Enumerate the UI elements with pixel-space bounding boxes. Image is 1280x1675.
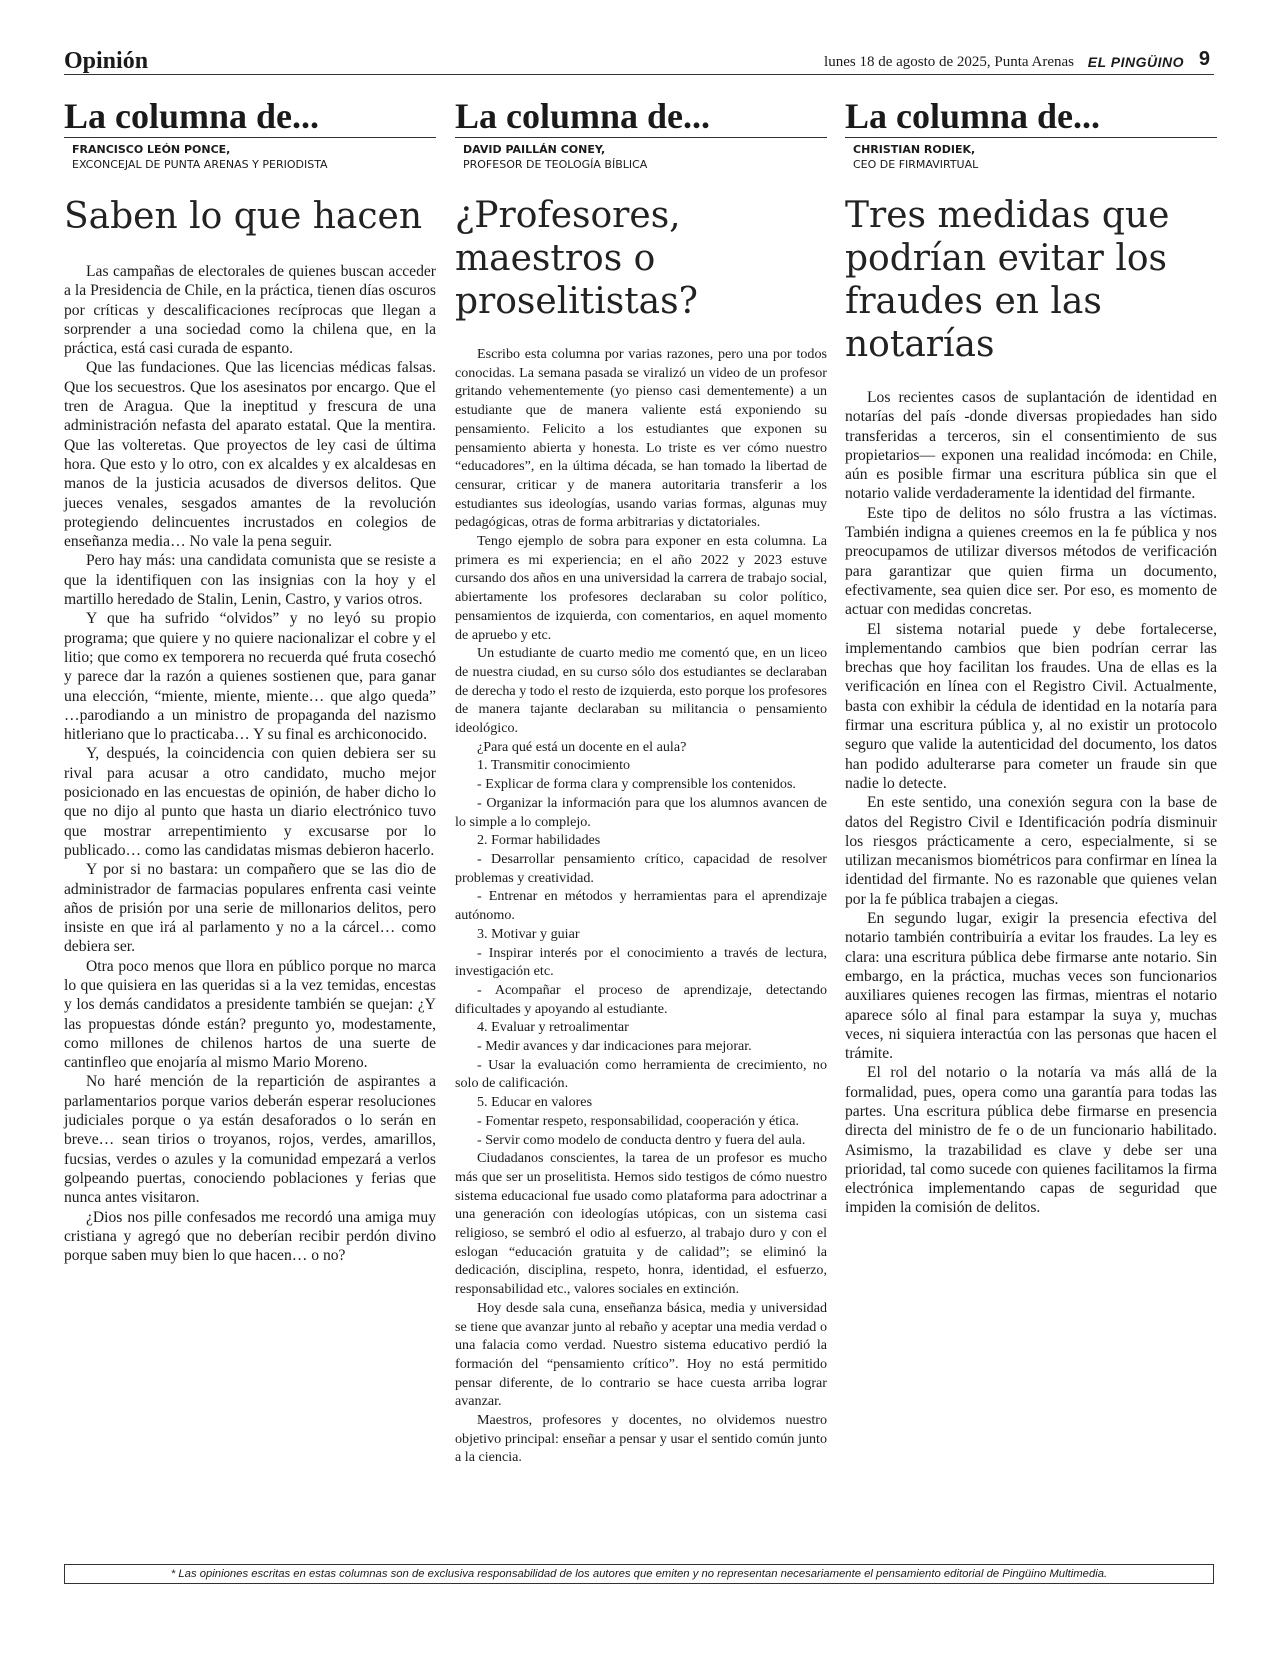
- paragraph: No haré mención de la repartición de aspirantes a parlamentarios porque varios deberán esperar resoluciones judiciales porque o ya están desaforados o lo serán en breve… sean tirios o troyanos, rojos, verdes, amarillos, fucsias, verdes o azules y la comunidad empezará a verlos golpeando puertas, conociendo poblaciones y ferias que nunca antes visitaron.: [64, 1073, 436, 1207]
- author-name: DAVID PAILLÁN CONEY,: [463, 143, 606, 156]
- dateline: lunes 18 de agosto de 2025, Punta Arenas: [824, 54, 1074, 70]
- author-role: CEO DE FIRMAVIRTUAL: [853, 158, 979, 171]
- list-item: - Servir como modelo de conducta dentro y fuera del aula.: [477, 1131, 806, 1148]
- article-body: [845, 388, 1217, 1218]
- paragraph: Hoy desde sala cuna, enseñanza básica, media y universidad se tiene que avanzar junto al rebaño y aceptar una media verdad o una falacia como verdad. Nuestro sistema educativo perdió la formación del “pensamiento crítico”. Hoy no está permitido pensar diferente, de lo contrario se hace cuesta arriba lograr avanzar.: [455, 1299, 827, 1410]
- byline: [845, 142, 1217, 172]
- paragraph: Y que ha sufrido “olvidos” y no leyó su propio programa; que quiere y no quiere nacionalizar el cobre y el litio; que como ex temporera no recuerda qué fruta cosechó y parece dar la razón a quienes sostienen que, para ganar una elección, “miente, miente, miente… que algo queda” …parodiando a un ministro de propaganda del nazismo hitleriano que lo practicaba… Y su final es archiconocido.: [64, 610, 436, 744]
- paragraph: Otra poco menos que llora en público porque no marca lo que quisiera en las queridas si a la vez temidas, encestas y los demás candidatos a presidente también se quejan: ¿Y las propuestas dónde están? pregunto yo, modestamente, como millones de chilenos hartos de una suerte de cantinfleo que enojaría al mismo Mario Moreno.: [64, 957, 436, 1072]
- list-item: - Inspirar interés por el conocimiento a través de lectura, investigación etc.: [455, 944, 827, 980]
- list-heading: 4. Evaluar y retroalimentar: [477, 1019, 629, 1036]
- page-header: [64, 48, 1214, 75]
- newspaper-logo: EL PINGÜINO: [1087, 54, 1184, 70]
- article-body: [455, 345, 827, 1467]
- author-name: FRANCISCO LEÓN PONCE,: [72, 143, 231, 156]
- list-item: - Fomentar respeto, responsabilidad, cooperación y ética.: [477, 1112, 800, 1129]
- opinion-column-2: [455, 96, 827, 1467]
- page-number: 9: [1198, 48, 1210, 70]
- section-label: Opinión: [64, 48, 149, 74]
- paragraph: Y por si no bastara: un compañero que se las dio de administrador de farmacias populares enfrenta casi veinte años de prisión por una serie de millonarios delitos, pero insiste en que irá al parlamento y no a la cárcel… como debiera ser.: [64, 861, 436, 956]
- column-kicker: La columna de...: [64, 96, 436, 138]
- list-heading: 1. Transmitir conocimiento: [477, 757, 631, 774]
- paragraph: Los recientes casos de suplantación de identidad en notarías del país -donde diversas propiedades han sido transferidas a terceros, sin el consentimiento de sus propietarios— exponen una realidad incómoda: en Chile, aún es posible firmar una escritura pública sin que el notario valide verdaderamente la identidad del firmante.: [845, 389, 1217, 503]
- list-item: - Entrenar en métodos y herramientas para el aprendizaje autónomo.: [455, 888, 827, 924]
- list-item: - Acompañar el proceso de aprendizaje, detectando dificultades y apoyando al estudiante.: [455, 981, 827, 1017]
- author-name: CHRISTIAN RODIEK,: [853, 143, 976, 156]
- disclaimer-box: * Las opiniones escritas en estas columnas son de exclusiva responsabilidad de los autores que emiten y no representan necesariamente el pensamiento editorial de Pingüino Multimedia.: [64, 1564, 1214, 1584]
- article-headline: Saben lo que hacen: [64, 196, 423, 237]
- paragraph: Este tipo de delitos no sólo frustra a las víctimas. También indigna a quienes creemos en la fe pública y nos preocupamos de utilizar diversos métodos de verificación para garantizar que quien firma un documento, efectivamente, sea quien dice ser. Por eso, es momento de actuar con medidas concretas.: [845, 504, 1217, 619]
- list-item: - Explicar de forma clara y comprensible los contenidos.: [477, 776, 796, 793]
- paragraph: Que las fundaciones. Que las licencias médicas falsas. Que los secuestros. Que los asesinatos por encargo. Que el tren de Aragua. Que la ineptitud y frescura de una administración nefasta del aparato estatal. Que la mentira. Que las volteretas. Que proyectos de ley casi de última hora. Que esto y lo otro, con ex alcaldes y ex alcaldesas en manos de la justicia acusados de diversos delitos. Que jueces venales, sesgados amantes de la revolución protegiendo delincuentes incrustados en colegios de enseñanza media… No vale la pena seguir.: [64, 359, 436, 551]
- paragraph: Escribo esta columna por varias razones, pero una por todos conocidas. La semana pasada se viralizó un video de un profesor gritando vehementemente (yo pienso casi dementemente) a un estudiante que de manera valiente está exponiendo su pensamiento. Felicito a los estudiantes que exponen su pensamiento abierta y honesta. Lo triste es ver cómo nuestro “educadores”, en la última década, se han tomado la libertad de censurar, criticar y de manera autoritaria transferir a los estudiantes sus ideologías, usando varias formas, algunas muy pedagógicas, otras de forma arbitrarias y dictatoriales.: [455, 346, 827, 531]
- paragraph: Tengo ejemplo de sobra para exponer en esta columna. La primera es mi experiencia; en el año 2022 y 2023 estuve cursando dos años en una universidad la carrera de trabajo social, abiertamente los profesores declaraban su color político, pensamientos de izquierda, con comentarios, en aquel momento de apruebo y etc.: [455, 533, 827, 643]
- author-role: EXCONCEJAL DE PUNTA ARENAS Y PERIODISTA: [72, 158, 328, 171]
- paragraph: Las campañas de electorales de quienes buscan acceder a la Presidencia de Chile, en la práctica, tienen días oscuros por críticas y descalificaciones recíprocas que llegan a sorprender a una sociedad como la chilena que, en la práctica, está casi curada de espanto.: [64, 263, 436, 358]
- list-item: - Medir avances y dar indicaciones para mejorar.: [477, 1038, 752, 1055]
- author-role: PROFESOR DE TEOLOGÍA BÍBLICA: [463, 158, 648, 171]
- byline: [455, 142, 827, 172]
- list-item: - Usar la evaluación como herramienta de crecimiento, no solo de calificación.: [455, 1056, 827, 1092]
- byline: [64, 142, 436, 172]
- opinion-column-1: [64, 96, 436, 1265]
- paragraph: Ciudadanos conscientes, la tarea de un profesor es mucho más que ser un proselitista. Hemos sido testigos de cómo nuestro sistema educacional fue usado como plataforma para adoctrinar a una generación con ideologías utópicas, con un sistema casi religioso, se sembró el odio al esfuerzo, al trabajo duro y con el eslogan “educación gratuita y de calidad”; se eliminó la dedicación, disciplina, respeto, honra, identidad, el esfuerzo, responsabilidad etc., valores sociales en extinción.: [455, 1150, 827, 1298]
- paragraph: ¿Dios nos pille confesados me recordó una amiga muy cristiana y agregó que no deberían recibir perdón divino porque saben muy bien lo que hacen… o no?: [64, 1208, 436, 1265]
- list-heading: 3. Motivar y guiar: [477, 925, 580, 942]
- article-headline: Tres medidas que podrían evitar los fraudes en las notarías: [845, 195, 1170, 365]
- paragraph: Un estudiante de cuarto medio me comentó que, en un liceo de nuestra ciudad, en su curso sólo dos estudiantes se declaraban de derecha y todo el resto de izquierda, esto porque los profesores de manera tajante declaraban su militancia o pensamiento ideológico.: [455, 645, 827, 737]
- list-heading: 2. Formar habilidades: [477, 832, 601, 849]
- list-heading: 5. Educar en valores: [477, 1094, 593, 1111]
- paragraph: El sistema notarial puede y debe fortalecerse, implementando cambios que bien podrían cerrar las brechas que hoy facilitan los fraudes. Una de ellas es la verificación en línea con el Registro Civil. Actualmente, basta con exhibir la cédula de identidad en la notaría para firmar una escritura pública y, al no existir un protocolo seguro que valide la autenticidad del documento, los datos han podido adulterarse para cometer un fraude sin que nadie lo detecte.: [845, 620, 1217, 792]
- paragraph: Pero hay más: una candidata comunista que se resiste a que la identifiquen con las insignias con la hoy y el martillo heredado de Stalin, Lenin, Castro, y varios otros.: [64, 552, 436, 609]
- column-kicker: La columna de...: [455, 96, 827, 138]
- paragraph: Maestros, profesores y docentes, no olvidemos nuestro objetivo principal: enseñar a pensar y usar el sentido común junto a la ciencia.: [455, 1412, 827, 1466]
- list-item: - Organizar la información para que los alumnos avancen de lo simple a lo complejo.: [455, 794, 827, 830]
- paragraph: El rol del notario o la notaría va más allá de la formalidad, pues, opera como una garantía para todas las partes. Una escritura pública debe firmarse en presencia directa del ministro de fe o de un funcionario habilitado. Asimismo, la trazabilidad es clave y debe ser una prioridad, tal como sucede con quienes facilitamos la firma electrónica implementando capas de seguridad que impiden la comisión de delitos.: [845, 1064, 1217, 1217]
- article-headline: ¿Profesores, maestros o proselitistas?: [455, 195, 698, 322]
- paragraph: En segundo lugar, exigir la presencia efectiva del notario también contribuiría a evitar los fraudes. La ley es clara: una escritura pública debe firmarse ante notario. Sin embargo, en la práctica, muchas veces son funcionarios auxiliares quienes recogen las firmas, mientras el notario aparece sólo al final para estampar la suya y, muchas veces, ni siquiera interactúa con las personas que hacen el trámite.: [845, 910, 1217, 1063]
- opinion-column-3: [845, 96, 1217, 1218]
- column-kicker: La columna de...: [845, 96, 1217, 138]
- paragraph: En este sentido, una conexión segura con la base de datos del Registro Civil e Identificación podría disminuir los riesgos prácticamente a cero, especialmente, si se utilizan mecanismos biométricos para confirmar en línea la identidad del firmante. No es razonable que quienes velan por la fe pública trabajen a ciegas.: [845, 794, 1217, 908]
- paragraph: Y, después, la coincidencia con quien debiera ser su rival para acusar a otro candidato, mucho mejor posicionado en las encuestas de opinión, de haber dicho lo que no dijo al punto que hasta un diario electrónico tuvo que mostrar arrepentimiento y excusarse por lo publicado… como las candidatas mismas debieron hacerlo.: [64, 745, 436, 859]
- list-item: - Desarrollar pensamiento crítico, capacidad de resolver problemas y creatividad.: [455, 850, 827, 886]
- question: ¿Para qué está un docente en el aula?: [477, 738, 687, 755]
- article-body: [64, 262, 436, 1265]
